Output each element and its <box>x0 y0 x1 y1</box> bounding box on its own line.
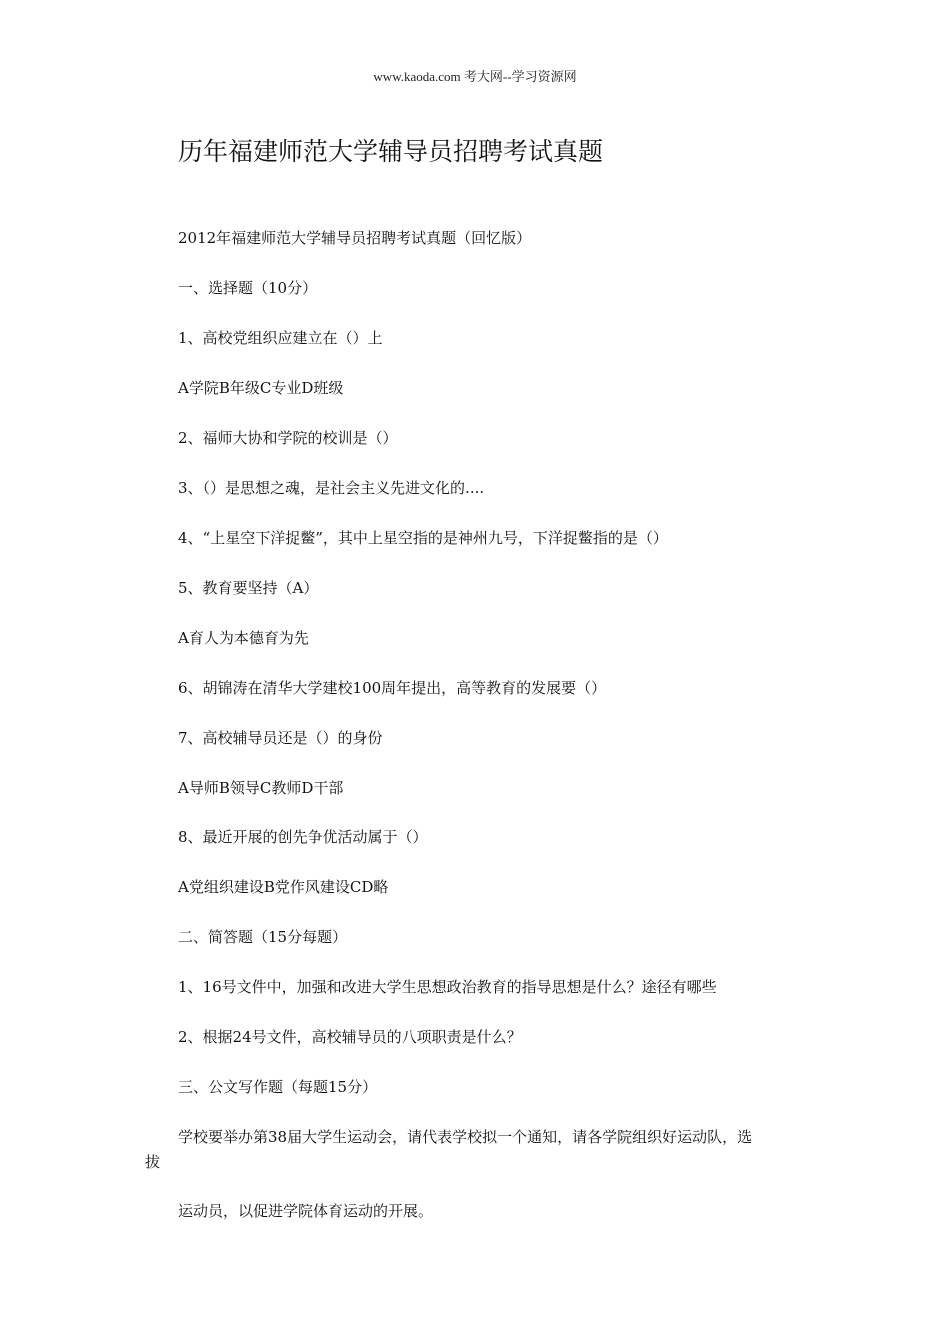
question-item: 6、胡锦涛在清华大学建校100周年提出，高等教育的发展要（） <box>178 679 607 697</box>
site-header: www.kaoda.com 考大网--学习资源网 <box>373 69 577 84</box>
question-item: 2、根据24号文件，高校辅导员的八项职责是什么？ <box>178 1028 522 1046</box>
writing-prompt: 学校要举办第38届大学生运动会，请代表学校拟一个通知，请各学院组织好运动队，选 <box>178 1128 753 1146</box>
question-item: 5、教育要坚持（A） <box>178 579 319 597</box>
writing-prompt-end: 运动员，以促进学院体育运动的开展。 <box>178 1202 434 1220</box>
exam-subtitle: 2012年福建师范大学辅导员招聘考试真题（回忆版） <box>178 229 532 247</box>
answer-options: A育人为本德育为先 <box>178 629 309 647</box>
answer-options: A党组织建设B党作风建设CD略 <box>178 878 389 896</box>
answer-options: A学院B年级C专业D班级 <box>178 379 344 397</box>
answer-options: A导师B领导C教师D干部 <box>178 779 344 797</box>
section-heading: 一、选择题（10分） <box>178 279 318 297</box>
document-title: 历年福建师范大学辅导员招聘考试真题 <box>178 137 604 166</box>
section-heading: 二、简答题（15分每题） <box>178 928 348 946</box>
question-item: 8、最近开展的创先争优活动属于（） <box>178 828 428 846</box>
writing-prompt-wrap: 拔 <box>145 1153 161 1171</box>
question-item: 7、高校辅导员还是（）的身份 <box>178 729 383 747</box>
question-item: 1、高校党组织应建立在（）上 <box>178 329 383 347</box>
section-heading: 三、公文写作题（每题15分） <box>178 1078 378 1096</box>
question-item: 4、“上星空下洋捉鳖”，其中上星空指的是神州九号，下洋捉鳖指的是（） <box>178 529 668 547</box>
question-item: 2、福师大协和学院的校训是（） <box>178 429 398 447</box>
question-item: 3、（）是思想之魂，是社会主义先进文化的.... <box>178 479 485 497</box>
question-item: 1、16号文件中，加强和改进大学生思想政治教育的指导思想是什么？途径有哪些 <box>178 978 717 996</box>
